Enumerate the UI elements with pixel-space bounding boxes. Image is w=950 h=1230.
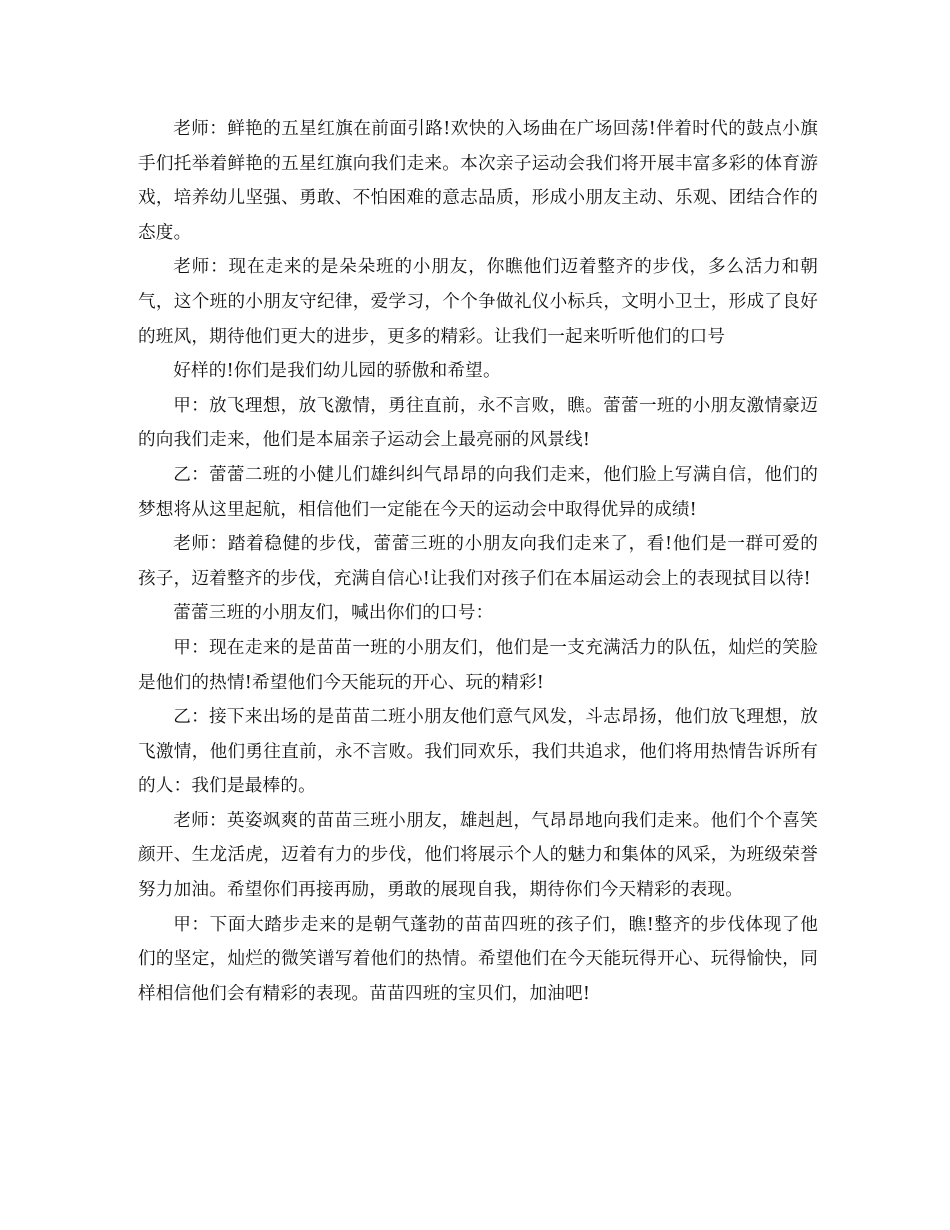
paragraph-good-job: 好样的!你们是我们幼儿园的骄傲和希望。	[173, 361, 501, 382]
paragraph-teacher-miaomiao-3: 老师：英姿飒爽的苗苗三班小朋友，雄赳赳，气昂昂地向我们走来。他们个个喜笑颜开、生龙活虎，迈着有力的步伐，他们将展示个人的魅力和集体的风采，为班级荣誉努力加油。希望你们再接再励，勇敢的展现自我，期待你们今天精彩的表现。	[138, 810, 818, 901]
paragraph-teacher-leilei-3: 老师：踏着稳健的步伐，蕾蕾三班的小朋友向我们走来了，看!他们是一群可爱的孩子，迈着整齐的步伐，充满自信心!让我们对孩子们在本届运动会上的表现拭目以待!	[138, 534, 818, 589]
paragraph-leilei-3-slogan: 蕾蕾三班的小朋友们，喊出你们的口号：	[173, 603, 494, 624]
paragraph-jia-leilei-1: 甲：放飞理想，放飞激情，勇往直前，永不言败，瞧。蕾蕾一班的小朋友激情豪迈的向我们走来，他们是本届亲子运动会上最亮丽的风景线!	[138, 395, 818, 451]
document-body	[138, 112, 818, 1011]
paragraph-jia-miaomiao-1: 甲：现在走来的是苗苗一班的小朋友们，他们是一支充满活力的队伍，灿烂的笑脸是他们的热情!希望他们今天能玩的开心、玩的精彩!	[138, 637, 818, 693]
paragraph-jia-miaomiao-4: 甲：下面大踏步走来的是朝气蓬勃的苗苗四班的孩子们，瞧!整齐的步伐体现了他们的坚定，灿烂的微笑谱写着他们的热情。希望他们在今天能玩得开心、玩得愉快，同样相信他们会有精彩的表现。苗苗四班的宝贝们，加油吧!	[138, 914, 818, 1004]
paragraph-yi-leilei-2: 乙：蕾蕾二班的小健儿们雄纠纠气昂昂的向我们走来，他们脸上写满自信，他们的梦想将从这里起航，相信他们一定能在今天的运动会中取得优异的成绩!	[138, 464, 818, 520]
paragraph-teacher-flag: 老师：鲜艳的五星红旗在前面引路!欢快的入场曲在广场回荡!伴着时代的鼓点小旗手们托举着鲜艳的五星红旗向我们走来。本次亲子运动会我们将开展丰富多彩的体育游戏，培养幼儿坚强、勇敢、不怕困难的意志品质，形成小朋友主动、乐观、团结合作的态度。	[138, 119, 818, 243]
paragraph-teacher-duoduo: 老师：现在走来的是朵朵班的小朋友，你瞧他们迈着整齐的步伐，多么活力和朝气，这个班的小朋友守纪律，爱学习，个个争做礼仪小标兵，文明小卫士，形成了良好的班风，期待他们更大的进步，更多的精彩。让我们一起来听听他们的口号	[138, 257, 818, 347]
paragraph-yi-miaomiao-2: 乙：接下来出场的是苗苗二班小朋友他们意气风发，斗志昂扬，他们放飞理想，放飞激情，他们勇往直前，永不言败。我们同欢乐，我们共追求，他们将用热情告诉所有的人：我们是最棒的。	[138, 707, 818, 797]
